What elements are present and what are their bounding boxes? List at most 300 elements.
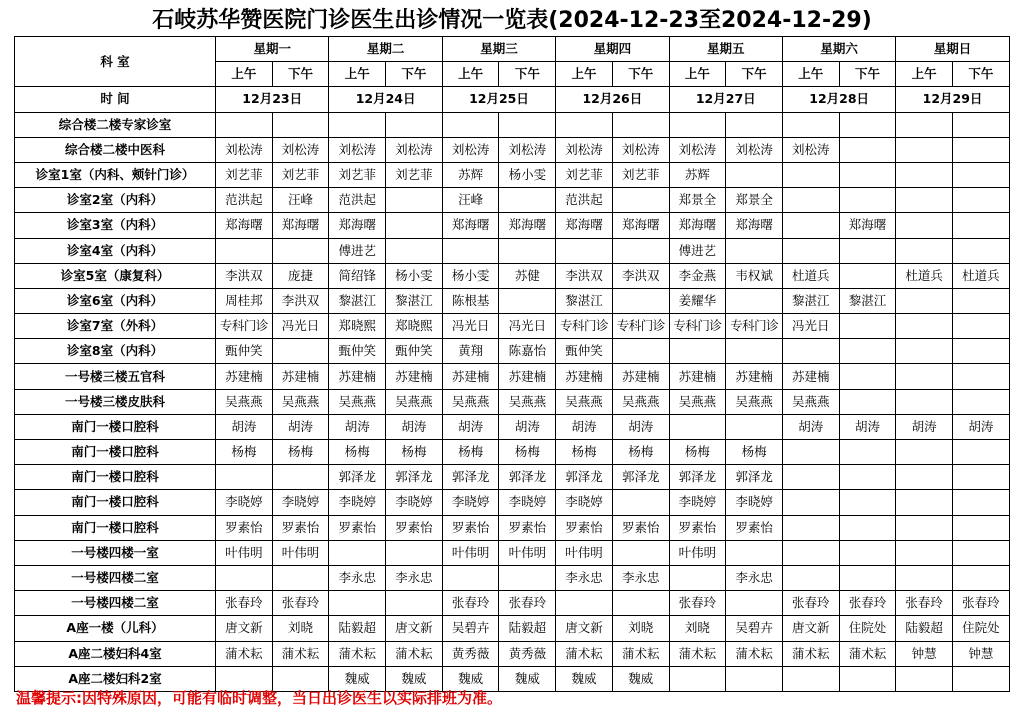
doctor-cell [839,188,896,213]
doctor-cell [953,540,1010,565]
doctor-cell: 刘艺菲 [556,162,613,187]
weekday-header: 星期五 [669,37,782,62]
doctor-cell [782,188,839,213]
doctor-cell: 唐文新 [216,616,273,641]
doctor-cell [499,188,556,213]
doctor-cell: 郑海曙 [216,213,273,238]
doctor-cell: 吴燕燕 [216,389,273,414]
doctor-cell: 郭泽龙 [499,465,556,490]
doctor-cell [953,465,1010,490]
doctor-cell [612,591,669,616]
doctor-cell: 甄仲笑 [556,339,613,364]
doctor-cell: 李晓婷 [329,490,386,515]
weekday-header: 星期一 [216,37,329,62]
doctor-cell: 刘松涛 [329,137,386,162]
pm-header: 下午 [612,62,669,87]
doctor-cell: 张春玲 [442,591,499,616]
doctor-cell: 范洪起 [329,188,386,213]
dept-name: 南门一楼口腔科 [15,414,216,439]
date-cell: 12月25日 [442,87,555,112]
doctor-cell: 庞捷 [272,263,329,288]
table-row [15,188,1010,213]
doctor-cell: 蒲术耘 [386,641,443,666]
doctor-cell [499,238,556,263]
doctor-cell: 郭泽龙 [669,465,726,490]
doctor-cell: 吴燕燕 [386,389,443,414]
doctor-cell: 魏威 [442,666,499,691]
doctor-cell: 李晓婷 [499,490,556,515]
table-row [15,465,1010,490]
doctor-cell: 苏建楠 [329,364,386,389]
doctor-cell: 胡涛 [329,414,386,439]
doctor-cell [726,591,783,616]
table-row [15,263,1010,288]
doctor-cell: 郑晓熙 [386,314,443,339]
doctor-cell: 冯光日 [782,314,839,339]
doctor-cell: 郑景全 [726,188,783,213]
dept-name: 南门一楼口腔科 [15,465,216,490]
doctor-cell [896,666,953,691]
doctor-cell: 杨梅 [272,440,329,465]
doctor-cell [953,288,1010,313]
doctor-cell: 刘艺菲 [216,162,273,187]
doctor-cell [782,339,839,364]
doctor-cell: 黎湛江 [839,288,896,313]
doctor-cell [839,339,896,364]
doctor-cell: 韦权斌 [726,263,783,288]
doctor-cell: 李晓婷 [726,490,783,515]
doctor-cell: 刘松涛 [216,137,273,162]
doctor-cell: 郑景全 [669,188,726,213]
doctor-cell: 刘松涛 [442,137,499,162]
dept-name: 南门一楼口腔科 [15,440,216,465]
doctor-cell [669,565,726,590]
doctor-cell: 魏威 [329,666,386,691]
doctor-cell: 李洪双 [612,263,669,288]
doctor-cell: 陆毅超 [499,616,556,641]
doctor-cell: 李洪双 [556,263,613,288]
dept-header: 科 室 [15,37,216,87]
doctor-cell [499,565,556,590]
doctor-cell [499,112,556,137]
table-row [15,440,1010,465]
doctor-cell [669,112,726,137]
doctor-cell [782,540,839,565]
doctor-cell [556,591,613,616]
doctor-cell: 郭泽龙 [386,465,443,490]
doctor-cell: 罗素怡 [442,515,499,540]
doctor-cell [896,364,953,389]
doctor-cell [782,213,839,238]
doctor-cell: 蒲术耘 [329,641,386,666]
doctor-cell [612,490,669,515]
table-row [15,540,1010,565]
doctor-cell [896,162,953,187]
doctor-cell [612,188,669,213]
doctor-cell: 专科门诊 [556,314,613,339]
doctor-cell: 范洪起 [556,188,613,213]
doctor-cell [953,364,1010,389]
am-header: 上午 [782,62,839,87]
doctor-cell: 杨小雯 [499,162,556,187]
doctor-cell: 唐文新 [556,616,613,641]
doctor-cell: 汪峰 [272,188,329,213]
doctor-cell: 胡涛 [839,414,896,439]
doctor-cell: 胡涛 [272,414,329,439]
doctor-cell [896,137,953,162]
doctor-cell: 罗素怡 [726,515,783,540]
doctor-cell [896,540,953,565]
doctor-cell: 苏建楠 [216,364,273,389]
doctor-cell: 杨梅 [442,440,499,465]
doctor-cell [556,238,613,263]
doctor-cell [386,188,443,213]
table-row [15,137,1010,162]
doctor-cell: 冯光日 [499,314,556,339]
doctor-cell [612,288,669,313]
doctor-cell [726,112,783,137]
doctor-cell: 郑海曙 [669,213,726,238]
doctor-cell [612,112,669,137]
doctor-cell [953,389,1010,414]
doctor-cell: 蒲术耘 [782,641,839,666]
date-cell: 12月27日 [669,87,782,112]
doctor-cell: 刘松涛 [386,137,443,162]
doctor-cell [839,515,896,540]
date-cell: 12月28日 [782,87,895,112]
doctor-cell: 魏威 [386,666,443,691]
doctor-cell: 吴燕燕 [329,389,386,414]
doctor-cell [442,565,499,590]
doctor-cell [896,465,953,490]
doctor-cell: 苏建楠 [499,364,556,389]
doctor-cell: 郑海曙 [612,213,669,238]
doctor-cell: 苏辉 [669,162,726,187]
am-header: 上午 [556,62,613,87]
page-title: 石岐苏华赞医院门诊医生出诊情况一览表(2024-12-23至2024-12-29) [152,8,872,33]
doctor-cell: 郑海曙 [442,213,499,238]
doctor-cell: 李晓婷 [556,490,613,515]
doctor-cell: 黎湛江 [782,288,839,313]
doctor-cell [896,238,953,263]
doctor-cell: 叶伟明 [442,540,499,565]
doctor-cell [782,440,839,465]
table-row [15,389,1010,414]
doctor-cell: 简绍锋 [329,263,386,288]
dept-name: 南门一楼口腔科 [15,515,216,540]
doctor-cell: 住院处 [839,616,896,641]
doctor-cell: 刘松涛 [556,137,613,162]
doctor-cell [953,515,1010,540]
table-row [15,641,1010,666]
doctor-cell: 黎湛江 [556,288,613,313]
doctor-cell: 李晓婷 [386,490,443,515]
table-row [15,591,1010,616]
doctor-cell: 魏威 [499,666,556,691]
weekday-header: 星期日 [896,37,1009,62]
doctor-cell [386,112,443,137]
doctor-cell: 杨小雯 [442,263,499,288]
doctor-cell: 唐文新 [782,616,839,641]
doctor-cell: 钟慧 [953,641,1010,666]
doctor-cell [953,188,1010,213]
doctor-cell: 刘晓 [272,616,329,641]
doctor-cell [726,339,783,364]
pm-header: 下午 [839,62,896,87]
doctor-cell: 黄翔 [442,339,499,364]
doctor-cell: 钟慧 [896,641,953,666]
doctor-cell: 陈根基 [442,288,499,313]
doctor-cell [896,515,953,540]
doctor-cell: 黄秀薇 [442,641,499,666]
doctor-cell: 吴燕燕 [726,389,783,414]
dept-name: 诊室5室（康复科） [15,263,216,288]
table-row [15,515,1010,540]
doctor-cell: 胡涛 [499,414,556,439]
am-header: 上午 [329,62,386,87]
doctor-cell: 胡涛 [442,414,499,439]
doctor-cell: 李永忠 [726,565,783,590]
doctor-cell [669,414,726,439]
doctor-cell: 杜道兵 [953,263,1010,288]
doctor-cell: 叶伟明 [499,540,556,565]
doctor-cell: 姜耀华 [669,288,726,313]
doctor-cell [726,414,783,439]
doctor-cell: 罗素怡 [386,515,443,540]
doctor-cell [272,465,329,490]
dept-name: 诊室2室（内科） [15,188,216,213]
doctor-cell: 黄秀薇 [499,641,556,666]
doctor-cell: 杨梅 [386,440,443,465]
date-cell: 12月29日 [896,87,1009,112]
doctor-cell: 叶伟明 [272,540,329,565]
doctor-cell [953,137,1010,162]
doctor-cell [839,490,896,515]
doctor-cell [896,339,953,364]
doctor-cell: 张春玲 [272,591,329,616]
doctor-cell [782,490,839,515]
doctor-cell: 罗素怡 [216,515,273,540]
doctor-cell: 吴燕燕 [499,389,556,414]
dept-name: 一号楼四楼一室 [15,540,216,565]
doctor-cell: 罗素怡 [272,515,329,540]
dept-name: 诊室8室（内科） [15,339,216,364]
doctor-cell: 李晓婷 [216,490,273,515]
doctor-cell: 蒲术耘 [612,641,669,666]
dept-name: 综合楼二楼专家诊室 [15,112,216,137]
doctor-cell [669,666,726,691]
doctor-cell [953,565,1010,590]
date-cell: 12月23日 [216,87,329,112]
doctor-cell: 张春玲 [216,591,273,616]
doctor-cell: 李洪双 [216,263,273,288]
doctor-cell: 苏建楠 [726,364,783,389]
table-row [15,238,1010,263]
doctor-cell [386,238,443,263]
doctor-cell [953,440,1010,465]
doctor-cell: 胡涛 [386,414,443,439]
doctor-cell: 张春玲 [669,591,726,616]
doctor-cell [896,288,953,313]
doctor-cell [499,288,556,313]
doctor-cell: 张春玲 [839,591,896,616]
doctor-cell: 苏建楠 [386,364,443,389]
doctor-cell: 胡涛 [782,414,839,439]
doctor-cell: 吴燕燕 [442,389,499,414]
doctor-cell [442,112,499,137]
doctor-cell: 蒲术耘 [216,641,273,666]
date-cell: 12月24日 [329,87,442,112]
doctor-cell: 胡涛 [896,414,953,439]
doctor-cell: 李永忠 [556,565,613,590]
doctor-cell: 杨梅 [669,440,726,465]
dept-name: A座二楼妇科4室 [15,641,216,666]
doctor-cell [329,112,386,137]
doctor-cell: 苏建楠 [272,364,329,389]
doctor-cell: 蒲术耘 [272,641,329,666]
doctor-cell [896,213,953,238]
doctor-cell: 苏健 [499,263,556,288]
doctor-cell: 黎湛江 [386,288,443,313]
doctor-cell [896,490,953,515]
doctor-cell [953,162,1010,187]
doctor-cell: 郭泽龙 [442,465,499,490]
doctor-cell: 专科门诊 [612,314,669,339]
doctor-cell: 陈嘉怡 [499,339,556,364]
pm-header: 下午 [726,62,783,87]
doctor-cell: 李永忠 [612,565,669,590]
dept-name: 诊室6室（内科） [15,288,216,313]
doctor-cell: 张春玲 [499,591,556,616]
pm-header: 下午 [272,62,329,87]
doctor-cell [216,565,273,590]
dept-name: 诊室1室（内科、颊针门诊） [15,162,216,187]
table-row [15,565,1010,590]
time-header: 时 间 [15,87,216,112]
pm-header: 下午 [499,62,556,87]
doctor-cell: 蒲术耘 [669,641,726,666]
doctor-cell [839,540,896,565]
doctor-cell [953,339,1010,364]
doctor-cell: 郭泽龙 [556,465,613,490]
doctor-cell [272,339,329,364]
doctor-cell: 郭泽龙 [329,465,386,490]
doctor-cell [782,666,839,691]
doctor-cell: 黎湛江 [329,288,386,313]
doctor-cell [896,440,953,465]
doctor-cell [839,565,896,590]
dept-name: 一号楼三楼皮肤科 [15,389,216,414]
doctor-cell [216,465,273,490]
doctor-cell: 刘松涛 [669,137,726,162]
doctor-cell: 专科门诊 [216,314,273,339]
doctor-cell [839,389,896,414]
doctor-cell [839,137,896,162]
doctor-cell [386,213,443,238]
doctor-cell: 甄仲笑 [329,339,386,364]
dept-name: 一号楼三楼五官科 [15,364,216,389]
doctor-cell: 郑海曙 [839,213,896,238]
doctor-cell: 胡涛 [556,414,613,439]
doctor-cell: 罗素怡 [556,515,613,540]
weekday-header: 星期三 [442,37,555,62]
table-row [15,112,1010,137]
dept-name: A座二楼妇科2室 [15,666,216,691]
doctor-cell [216,112,273,137]
dept-name: 一号楼四楼二室 [15,565,216,590]
doctor-cell: 郑海曙 [556,213,613,238]
table-row [15,414,1010,439]
doctor-cell [782,465,839,490]
doctor-cell: 周桂邦 [216,288,273,313]
table-row [15,364,1010,389]
doctor-cell: 杨梅 [612,440,669,465]
pm-header: 下午 [386,62,443,87]
doctor-cell [839,162,896,187]
doctor-cell: 郑海曙 [329,213,386,238]
doctor-cell [839,364,896,389]
doctor-cell [953,112,1010,137]
doctor-cell [782,565,839,590]
doctor-cell [839,238,896,263]
table-row [15,616,1010,641]
weekday-header: 星期四 [556,37,669,62]
am-header: 上午 [216,62,273,87]
doctor-cell [556,112,613,137]
doctor-cell: 杜道兵 [782,263,839,288]
doctor-cell [272,238,329,263]
dept-name: A座一楼（儿科） [15,616,216,641]
doctor-cell: 刘松涛 [782,137,839,162]
doctor-cell [896,188,953,213]
doctor-cell: 刘艺菲 [272,162,329,187]
doctor-cell: 李金燕 [669,263,726,288]
doctor-cell: 叶伟明 [556,540,613,565]
dept-name: 南门一楼口腔科 [15,490,216,515]
doctor-cell: 张春玲 [896,591,953,616]
doctor-cell [386,540,443,565]
table-row [15,288,1010,313]
doctor-cell: 郑海曙 [499,213,556,238]
doctor-cell: 刘松涛 [272,137,329,162]
date-cell: 12月26日 [556,87,669,112]
table-row [15,162,1010,187]
doctor-cell: 冯光日 [442,314,499,339]
doctor-cell: 蒲术耘 [726,641,783,666]
doctor-cell: 刘晓 [669,616,726,641]
doctor-cell: 专科门诊 [726,314,783,339]
doctor-cell: 冯光日 [272,314,329,339]
doctor-cell [896,314,953,339]
doctor-cell: 吴燕燕 [556,389,613,414]
table-row [15,213,1010,238]
doctor-cell [726,238,783,263]
doctor-cell: 杨梅 [329,440,386,465]
doctor-cell: 吴碧卉 [726,616,783,641]
doctor-cell: 李晓婷 [442,490,499,515]
doctor-cell [612,339,669,364]
doctor-cell: 杨梅 [726,440,783,465]
doctor-cell: 苏辉 [442,162,499,187]
doctor-cell: 郑晓熙 [329,314,386,339]
doctor-cell [329,540,386,565]
doctor-cell: 李晓婷 [669,490,726,515]
doctor-cell: 刘松涛 [726,137,783,162]
doctor-cell: 李永忠 [386,565,443,590]
doctor-cell: 杨梅 [499,440,556,465]
schedule-table [14,36,1010,692]
doctor-cell: 陆毅超 [896,616,953,641]
